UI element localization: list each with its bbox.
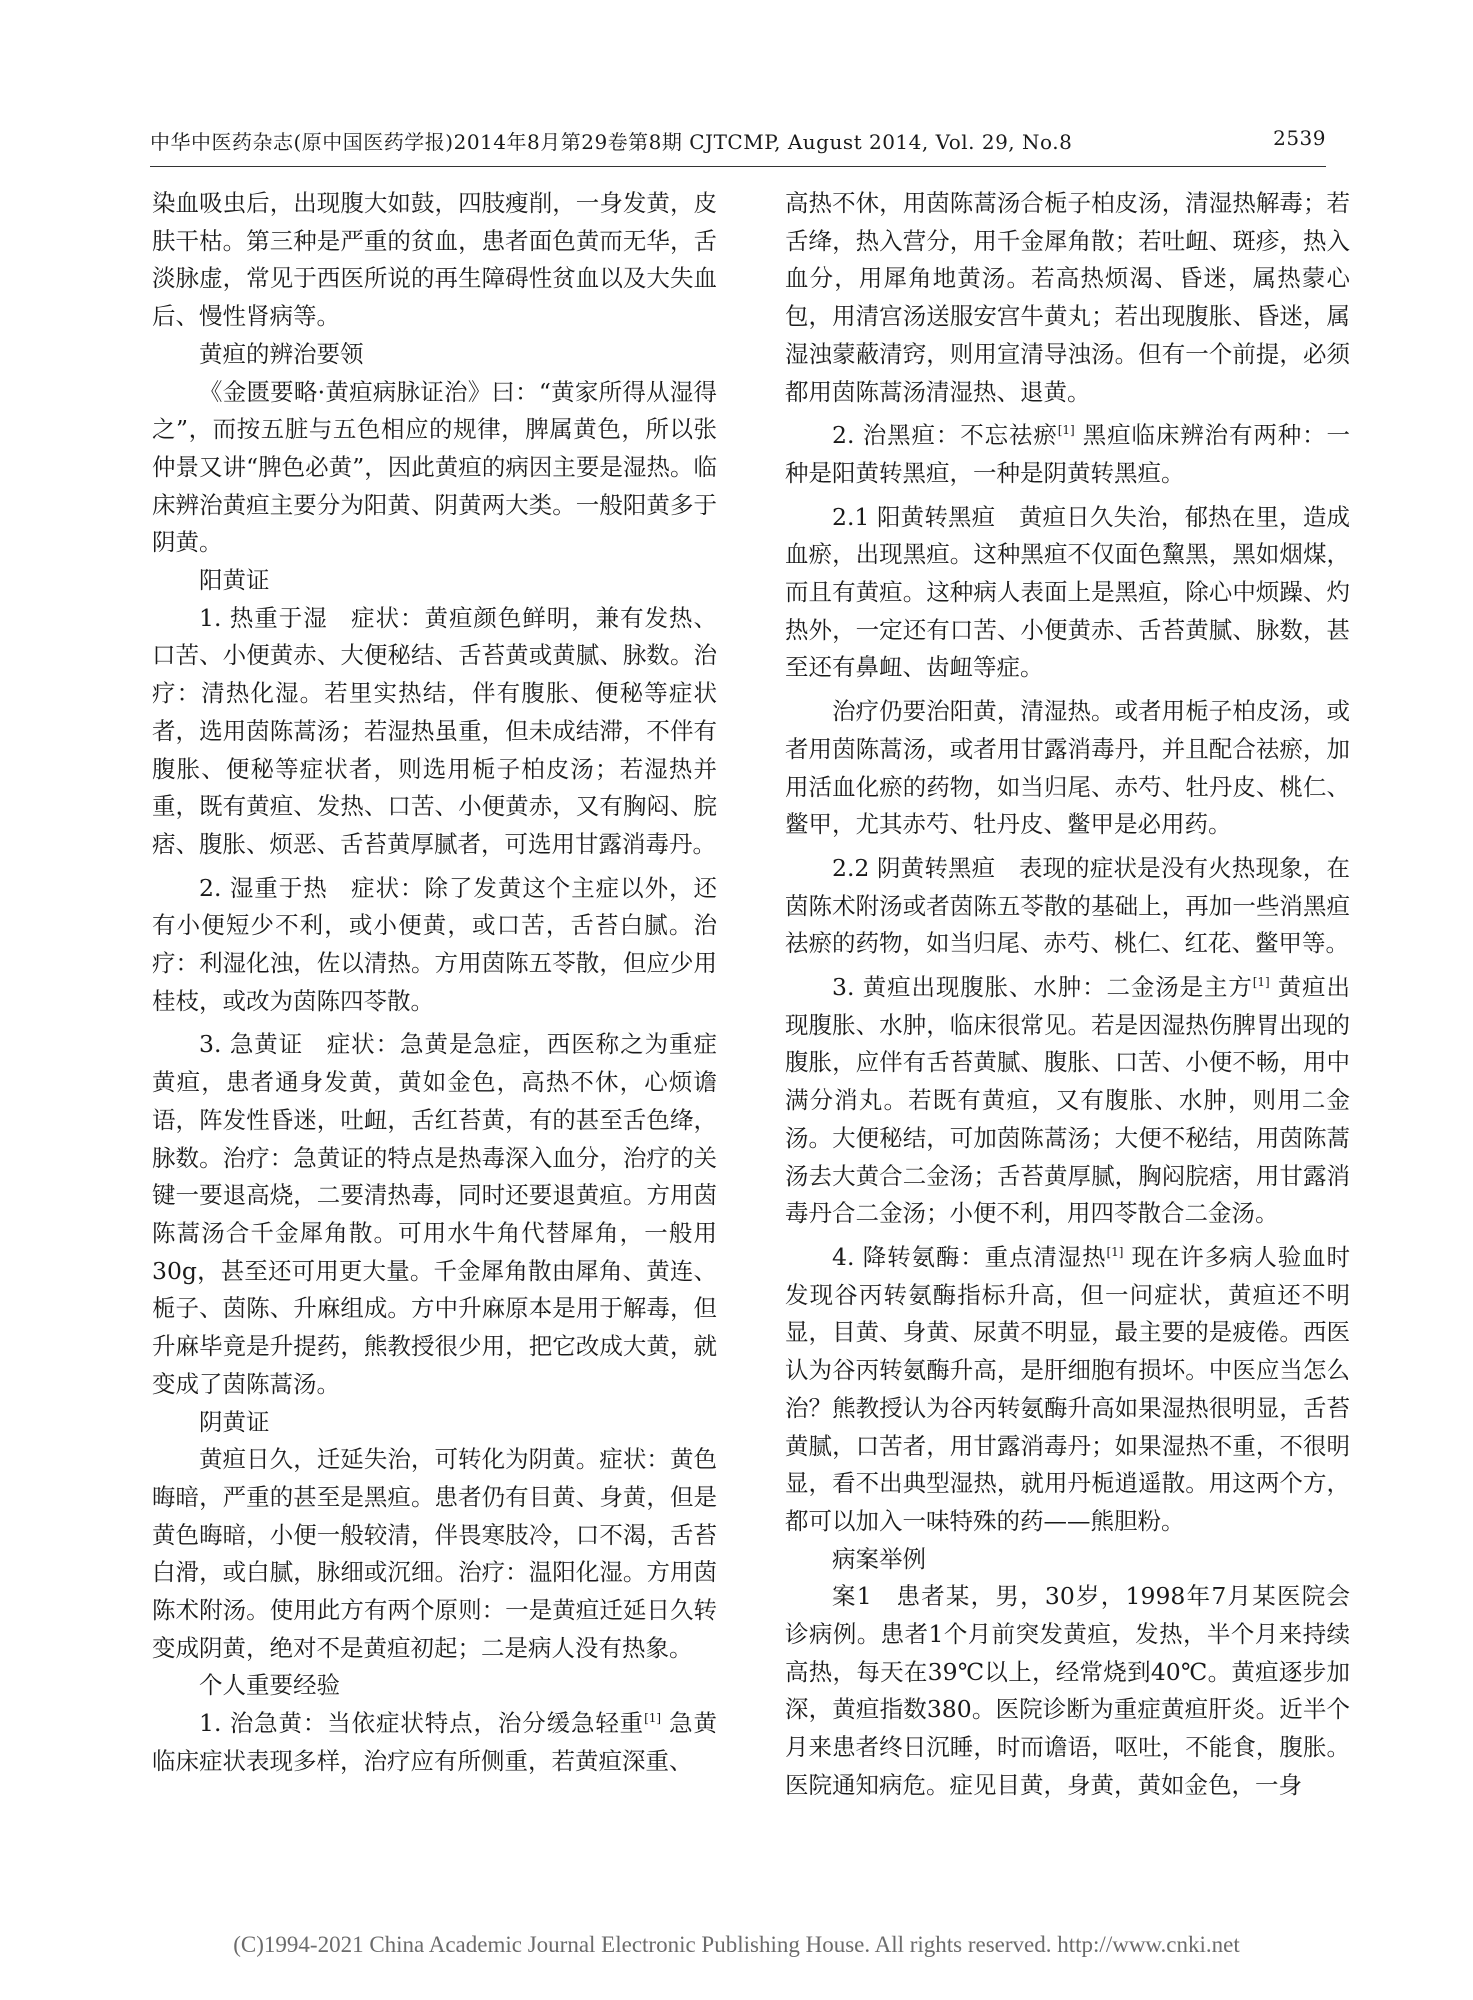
paragraph-jingui: 《金匮要略·黄疸病脉证治》曰：“黄家所得从湿得之”，而按五脏与五色相应的规律，脾属黄色，所以张仲景又讲“脾色必黄”，因此黄疸的病因主要是湿热。临床辨治黄疸主要分为阳黄、阴黄两大类。一般阳黄多于阴黄。 [152, 377, 717, 557]
subitem-2-2-text: 表现的症状是没有火热现象，在茵陈术附汤或者茵陈五苓散的基础上，再加一些消黑疸祛瘀的药物，如当归尾、赤芍、桃仁、红花、鳖甲等。 [785, 853, 1351, 958]
paragraph-yinhuang: 黄疸日久，迁延失治，可转化为阴黄。症状：黄色晦暗，严重的甚至是黑疸。患者仍有目黄、身黄，但是黄色晦暗，小便一般较清，伴畏寒肢冷，口不渴，舌苔白滑，或白腻，脉细或沉细。治疗：温阳化湿。方用茵陈术附汤。使用此方有两个原则：一是黄疸迁延日久转变成阴黄，绝对不是黄疸初起；二是病人没有热象。 [152, 1445, 717, 1662]
paragraph-intro: 染血吸虫后，出现腹大如鼓，四肢瘦削，一身发黄，皮肤干枯。第三种是严重的贫血，患者面色黄而无华，舌淡脉虚，常见于西医所说的再生障碍性贫血以及大失血后、慢性肾病等。 [152, 189, 717, 331]
journal-running-title: 中华中医药杂志(原中国医药学报)2014年8月第29卷第8期 CJTCMP, August 2014, Vol. 29, No.8 [150, 130, 1073, 154]
page-number: 2539 [1273, 126, 1326, 150]
paragraph-2-1 [785, 499, 1350, 688]
paragraph-item-3 [152, 1026, 717, 1403]
paragraph-2-2 [785, 850, 1350, 963]
paragraph-experience-4 [785, 1239, 1350, 1541]
section-heading-yanghuang: 阳黄证 [199, 566, 270, 595]
item-3-title: 3. 急黄证 [199, 1030, 304, 1059]
citation-ref: [1] [1106, 1245, 1124, 1260]
paragraph-item-2 [152, 870, 717, 1021]
experience-1-title: 1. 治急黄：当依症状特点，治分缓急轻重 [199, 1709, 645, 1738]
header-rule [150, 166, 1326, 167]
citation-ref: [1] [1252, 975, 1270, 990]
copyright-footer: (C)1994-2021 China Academic Journal Electronic Publishing House. All rights reserved. http://www.cnki.net [233, 1932, 1240, 1957]
paragraph-experience-2 [785, 417, 1350, 492]
citation-ref: [1] [1057, 423, 1075, 438]
paragraph-2-1-treatment: 治疗仍要治阳黄，清湿热。或者用栀子柏皮汤，或者用茵陈蒿汤，或者用甘露消毒丹，并且配合祛瘀，加用活血化瘀的药物，如当归尾、赤芍、牡丹皮、桃仁、鳖甲，尤其赤芍、牡丹皮、鳖甲是必用药。 [785, 697, 1350, 839]
experience-4-text: 现在许多病人验血时发现谷丙转氨酶指标升高，但一问症状，黄疸还不明显，目黄、身黄、尿黄不明显，最主要的是疲倦。西医认为谷丙转氨酶升高，是肝细胞有损坏。中医应当怎么治？熊教授认为谷丙转氨酶升高如果湿热很明显，舌苔黄腻，口苦者，用甘露消毒丹；如果湿热不重，不很明显，看不出典型湿热，就用丹栀逍遥散。用这两个方，都可以加入一味特殊的药——熊胆粉。 [785, 1242, 1350, 1535]
item-1-text: 症状：黄疸颜色鲜明，兼有发热、口苦、小便黄赤、大便秘结、舌苔黄或黄腻、脉数。治疗：清热化湿。若里实热结，伴有腹胀、便秘等症状者，选用茵陈蒿汤；若湿热虽重，但未成结滞，不伴有腹胀、便秘等症状者，则选用栀子柏皮汤；若湿热并重，既有黄疸、发热、口苦、小便黄赤，又有胸闷、脘痞、腹胀、烦恶、舌苔黄厚腻者，可选用甘露消毒丹。 [152, 603, 717, 858]
experience-2-text: 黑疸临床辨治有两种：一种是阳黄转黑疸，一种是阴黄转黑疸。 [785, 421, 1350, 487]
subitem-2-1-title: 2.1 阳黄转黑疸 [832, 502, 996, 531]
paragraph-item-1 [152, 600, 717, 864]
section-heading-jingyan: 个人重要经验 [199, 1671, 340, 1700]
experience-2-title: 2. 治黑疸：不忘祛瘀 [832, 421, 1058, 450]
subitem-2-1-text: 黄疸日久失治，郁热在里，造成血瘀，出现黑疸。这种黑疸不仅面色黧黑，黑如烟煤，而且有黄疸。这种病人表面上是黑疸，除心中烦躁、灼热外，一定还有口苦、小便黄赤、舌苔黄腻、脉数，甚至还有鼻衄、齿衄等症。 [785, 502, 1351, 682]
right-column [785, 185, 1350, 1805]
case-1-text: 患者某，男，30岁，1998年7月某医院会诊病例。患者1个月前突发黄疸，发热，半个月来持续高热，每天在39℃以上，经常烧到40℃。黄疸逐步加深，黄疸指数380。医院诊断为重症黄疸肝炎。近半个月来患者终日沉睡，时而谵语，呕吐，不能食，腹胀。医院通知病危。症见目黄，身黄，黄如金色，一身 [785, 1582, 1350, 1799]
citation-ref: [1] [644, 1711, 662, 1726]
paragraph-case-1 [785, 1578, 1350, 1804]
section-heading-bingan: 病案举例 [832, 1544, 926, 1573]
section-heading-bianzhi: 黄疸的辨治要领 [199, 339, 364, 368]
item-2-title: 2. 湿重于热 [199, 873, 328, 902]
item-2-text: 症状：除了发黄这个主症以外，还有小便短少不利，或小便黄，或口苦，舌苔白腻。治疗：利湿化浊，佐以清热。方用茵陈五苓散，但应少用桂枝，或改为茵陈四苓散。 [152, 873, 717, 1015]
paragraph-experience-1 [152, 1705, 717, 1780]
item-1-title: 1. 热重于湿 [199, 603, 328, 632]
subitem-2-2-title: 2.2 阴黄转黑疸 [832, 853, 996, 882]
running-header [150, 126, 1326, 156]
left-column [152, 185, 717, 1781]
experience-4-title: 4. 降转氨酶：重点清湿热 [832, 1242, 1107, 1271]
experience-3-text: 黄疸出现腹胀、水肿，临床很常见。若是因湿热伤脾胃出现的腹胀，应伴有舌苔黄腻、腹胀、口苦、小便不畅，用中满分消丸。若既有黄疸，又有腹胀、水肿，则用二金汤。大便秘结，可加茵陈蒿汤；大便不秘结，用茵陈蒿汤去大黄合二金汤；舌苔黄厚腻，胸闷脘痞，用甘露消毒丹合二金汤；小便不利，用四苓散合二金汤。 [785, 973, 1350, 1228]
paragraph-continued: 高热不休，用茵陈蒿汤合栀子柏皮汤，清湿热解毒；若舌绛，热入营分，用千金犀角散；若吐衄、斑疹，热入血分，用犀角地黄汤。若高热烦渴、昏迷，属热蒙心包，用清宫汤送服安宫牛黄丸；若出现腹胀、昏迷，属湿浊蒙蔽清窍，则用宣清导浊汤。但有一个前提，必须都用茵陈蒿汤清湿热、退黄。 [785, 189, 1350, 406]
case-1-title: 案1 [832, 1582, 872, 1611]
item-3-text: 症状：急黄是急症，西医称之为重症黄疸，患者通身发黄，黄如金色，高热不休，心烦谵语，阵发性昏迷，吐衄，舌红苔黄，有的甚至舌色绛，脉数。治疗：急黄证的特点是热毒深入血分，治疗的关键一要退高烧，二要清热毒，同时还要退黄疸。方用茵陈蒿汤合千金犀角散。可用水牛角代替犀角，一般用30g，甚至还可用更大量。千金犀角散由犀角、黄连、栀子、茵陈、升麻组成。方中升麻原本是用于解毒，但升麻毕竟是升提药，熊教授很少用，把它改成大黄，就变成了茵陈蒿汤。 [152, 1030, 717, 1398]
paragraph-experience-3 [785, 969, 1350, 1233]
experience-3-title: 3. 黄疸出现腹胀、水肿：二金汤是主方 [832, 973, 1253, 1002]
experience-1-text: 急黄临床症状表现多样，治疗应有所侧重，若黄疸深重、 [152, 1709, 717, 1775]
section-heading-yinhuang: 阴黄证 [199, 1407, 270, 1436]
